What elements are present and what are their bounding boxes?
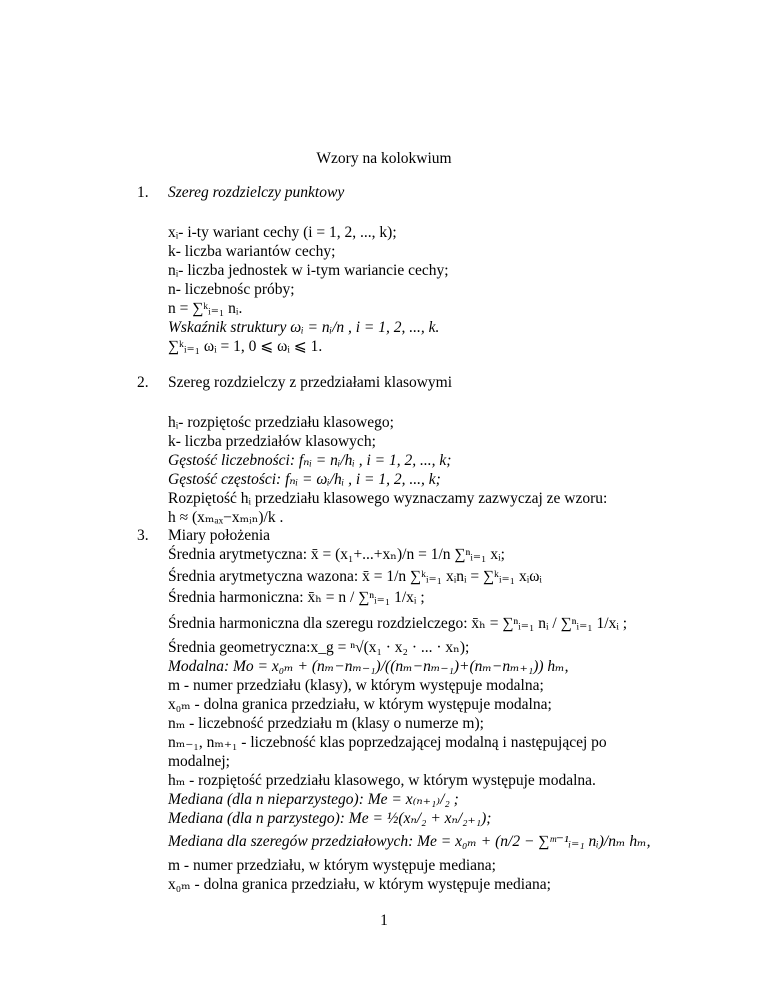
text-line: m - numer przedziału (klasy), w którym występuje modalna; [168,677,544,694]
text-line: k- liczba przedziałów klasowych; [168,433,376,450]
text-line: Średnia arytmetyczna: x̄ = (x₁+...+xₙ)/n = 1/n ∑ⁿᵢ₌₁ xᵢ; [168,546,505,563]
page-title: Wzory na kolokwium [316,150,452,167]
section-heading: Szereg rozdzielczy punktowy [168,184,345,201]
text-line: Mediana dla szeregów przedziałowych: Me = x₀ₘ + (n/2 − ∑ᵐ⁻¹ᵢ₌₁ nᵢ)/nₘ hₘ, [168,833,651,850]
text-line: ∑ᵏᵢ₌₁ ωᵢ = 1, 0 ⩽ ωᵢ ⩽ 1. [168,338,323,355]
text-line: xᵢ- i-ty wariant cechy (i = 1, 2, ..., k); [168,224,397,241]
text-line: nᵢ- liczba jednostek w i-tym wariancie cechy; [168,262,449,279]
text-line: Średnia arytmetyczna wazona: x̄ = 1/n ∑ᵏᵢ₌₁ xᵢnᵢ = ∑ᵏᵢ₌₁ xᵢωᵢ [168,568,542,585]
section-heading: Szereg rozdzielczy z przedziałami klasowymi [168,374,453,391]
text-line: Gęstość liczebności: fₙᵢ = nᵢ/hᵢ , i = 1, 2, ..., k; [168,452,452,469]
text-line: Wskaźnik struktury ωᵢ = nᵢ/n , i = 1, 2, ..., k. [168,319,440,336]
text-line: nₘ₋₁, nₘ₊₁ - liczebność klas poprzedzającej modalną i następującej po [168,734,607,751]
text-line: Mediana (dla n nieparzystego): Me = x₍ₙ₊₁₎/₂ ; [168,791,459,808]
page-number: 1 [380,912,388,929]
text-line: Gęstość częstości: fₙᵢ = ωᵢ/hᵢ , i = 1, 2, ..., k; [168,471,441,488]
text-line: m - numer przedziału, w którym występuje mediana; [168,857,496,874]
text-line: modalnej; [168,753,230,770]
text-line: Mediana (dla n parzystego): Me = ½(xₙ/₂ + xₙ/₂₊₁); [168,810,492,827]
text-line: Średnia harmoniczna: x̄ₕ = n / ∑ⁿᵢ₌₁ 1/xᵢ ; [168,589,425,606]
text-line: k- liczba wariantów cechy; [168,243,336,260]
text-line: Średnia harmoniczna dla szeregu rozdzielczego: x̄ₕ = ∑ⁿᵢ₌₁ nᵢ / ∑ⁿᵢ₌₁ 1/xᵢ ; [168,615,628,632]
text-line: x₀ₘ - dolna granica przedziału, w którym występuje modalna; [168,696,552,713]
text-line: nₘ - liczebność przedziału m (klasy o numerze m); [168,715,484,732]
text-line: n- liczebnośc próby; [168,281,295,298]
text-line: x₀ₘ - dolna granica przedziału, w którym występuje mediana; [168,876,551,893]
text-line: Rozpiętość hᵢ przedziału klasowego wyznaczamy zazwyczaj ze wzoru: [168,490,608,507]
section-number: 2. [137,374,149,391]
text-line: n = ∑ᵏᵢ₌₁ nᵢ. [168,300,243,317]
section-number: 3. [137,527,149,544]
section-heading: Miary położenia [168,527,271,544]
text-line: Średnia geometryczna:x_g = ⁿ√(x₁ · x₂ · ... · xₙ); [168,639,470,656]
section-number: 1. [137,184,149,201]
text-line: hₘ - rozpiętość przedziału klasowego, w którym występuje modalna. [168,772,596,789]
text-line: Modalna: Mo = x₀ₘ + (nₘ−nₘ₋₁)/((nₘ−nₘ₋₁)+(nₘ−nₘ₊₁)) hₘ, [168,658,569,675]
text-line: hᵢ- rozpiętośc przedziału klasowego; [168,414,394,431]
text-line: h ≈ (xₘₐₓ−xₘᵢₙ)/k . [168,509,284,526]
